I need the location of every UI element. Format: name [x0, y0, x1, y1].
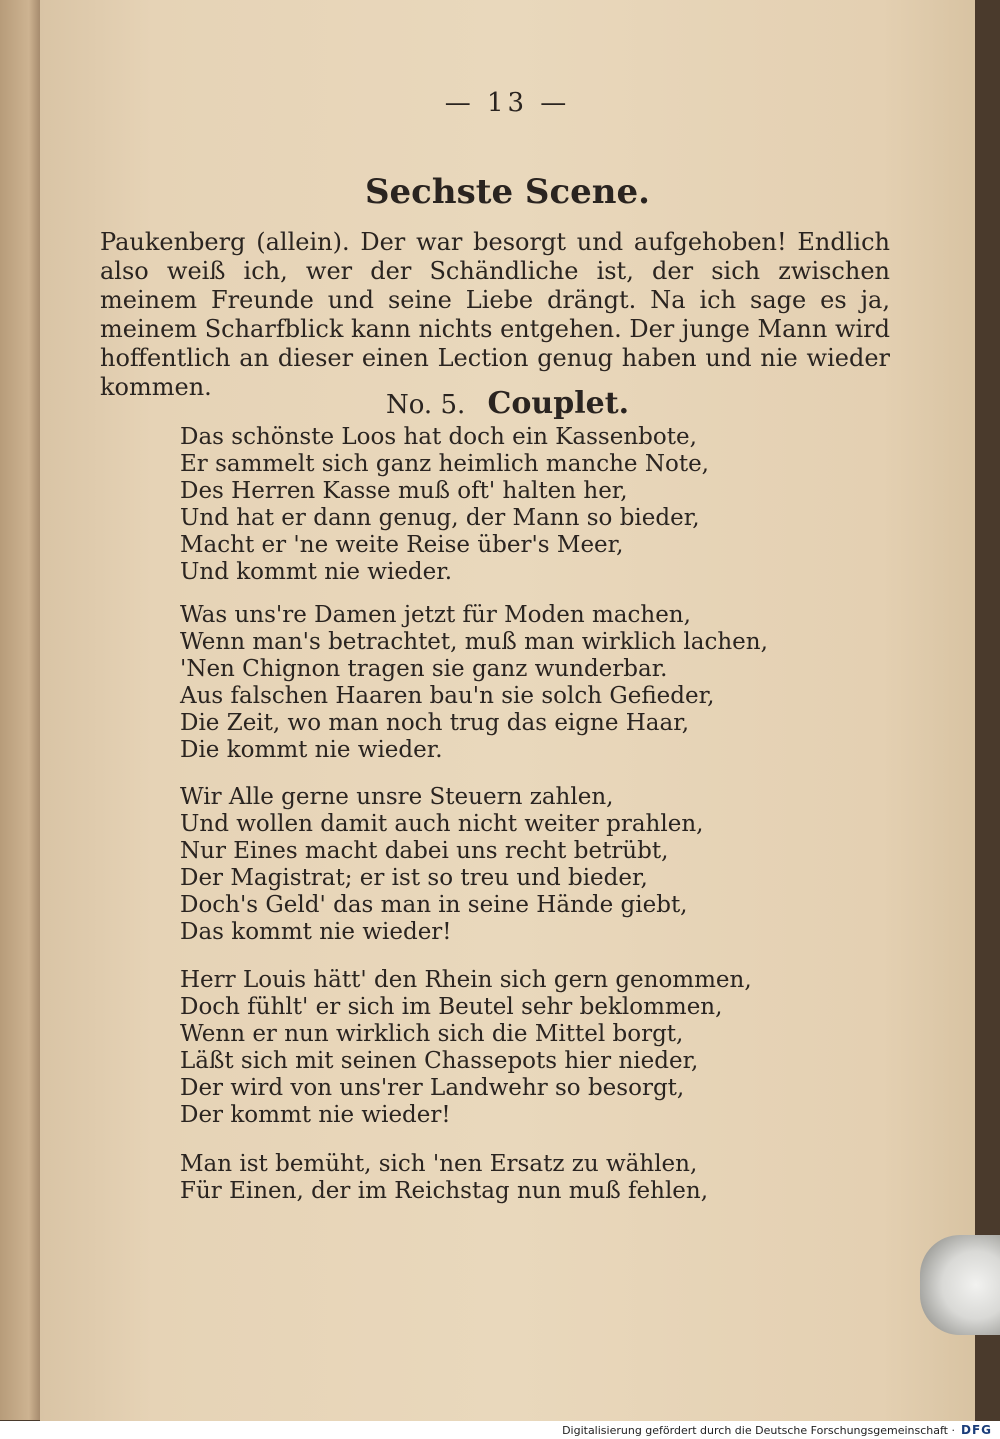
verse-line: Und wollen damit auch nicht weiter prahlen,: [180, 811, 704, 837]
verse-line: Man ist bemüht, sich 'nen Ersatz zu wählen,: [180, 1151, 698, 1177]
verse-line: Die Zeit, wo man noch trug das eigne Haar,: [180, 710, 690, 736]
verse-line: Läßt sich mit seinen Chassepots hier nieder,: [180, 1048, 699, 1074]
verse-line: Und hat er dann genug, der Mann so bieder,: [180, 505, 700, 531]
stanza-5: [180, 1151, 800, 1205]
verse-line: Der wird von uns'rer Landwehr so besorgt,: [180, 1075, 685, 1101]
verse-line: Der Magistrat; er ist so treu und bieder,: [180, 865, 648, 891]
verse-line: Doch fühlt' er sich im Beutel sehr beklommen,: [180, 994, 723, 1020]
stanza-2: [180, 602, 800, 764]
verse-line: Der kommt nie wieder!: [180, 1102, 451, 1128]
verse-line: Für Einen, der im Reichstag nun muß fehlen,: [180, 1178, 709, 1204]
verse-line: Macht er 'ne weite Reise über's Meer,: [180, 532, 624, 558]
stanza-4: [180, 967, 800, 1129]
page-number: — 13 —: [444, 88, 571, 118]
couplet-heading: [40, 386, 975, 421]
verse-line: Herr Louis hätt' den Rhein sich gern genommen,: [180, 967, 752, 993]
footer-text: Digitalisierung gefördert durch die Deutsche Forschungsgemeinschaft ·: [562, 1423, 955, 1437]
verse-line: Was uns're Damen jetzt für Moden machen,: [180, 602, 691, 628]
verse-line: Das schönste Loos hat doch ein Kassenbote,: [180, 424, 697, 450]
stanza-1: [180, 424, 800, 586]
verse-line: Aus falschen Haaren bau'n sie solch Gefieder,: [180, 683, 715, 709]
intro-paragraph: Paukenberg (allein). Der war besorgt und aufgehoben! Endlich also weiß ich, wer der Schändliche ist, der sich zwischen meinem Freunde und seine Liebe drängt. Na ich sage es ja, meinem Scharfblick kann nichts entgehen. Der junge Mann wird hoffentlich an dieser einen Lection genug haben und nie wieder kommen.: [100, 228, 890, 401]
verse-line: Nur Eines macht dabei uns recht betrübt,: [180, 838, 669, 864]
verse-line: Wenn man's betrachtet, muß man wirklich lachen,: [180, 629, 768, 655]
verse-line: Er sammelt sich ganz heimlich manche Note,: [180, 451, 709, 477]
verse-line: Die kommt nie wieder.: [180, 737, 443, 763]
verse-line: Und kommt nie wieder.: [180, 559, 453, 585]
couplet-number: No. 5.: [385, 390, 466, 420]
verse-line: Wir Alle gerne unsre Steuern zahlen,: [180, 784, 614, 810]
couplet-title: Couplet.: [487, 386, 630, 421]
book-page: [40, 0, 975, 1422]
verse-line: Das kommt nie wieder!: [180, 919, 452, 945]
verse-line: Des Herren Kasse muß oft' halten her,: [180, 478, 628, 504]
dfg-logo: DFG: [960, 1423, 992, 1437]
verse-line: 'Nen Chignon tragen sie ganz wunderbar.: [180, 656, 668, 682]
stanza-3: [180, 784, 800, 946]
scene-title: Sechste Scene.: [365, 172, 650, 212]
digitization-footer: [0, 1421, 1000, 1439]
verse-line: Doch's Geld' das man in seine Hände giebt,: [180, 892, 688, 918]
page-clip: [920, 1235, 1000, 1335]
verse-line: Wenn er nun wirklich sich die Mittel borgt,: [180, 1021, 684, 1047]
